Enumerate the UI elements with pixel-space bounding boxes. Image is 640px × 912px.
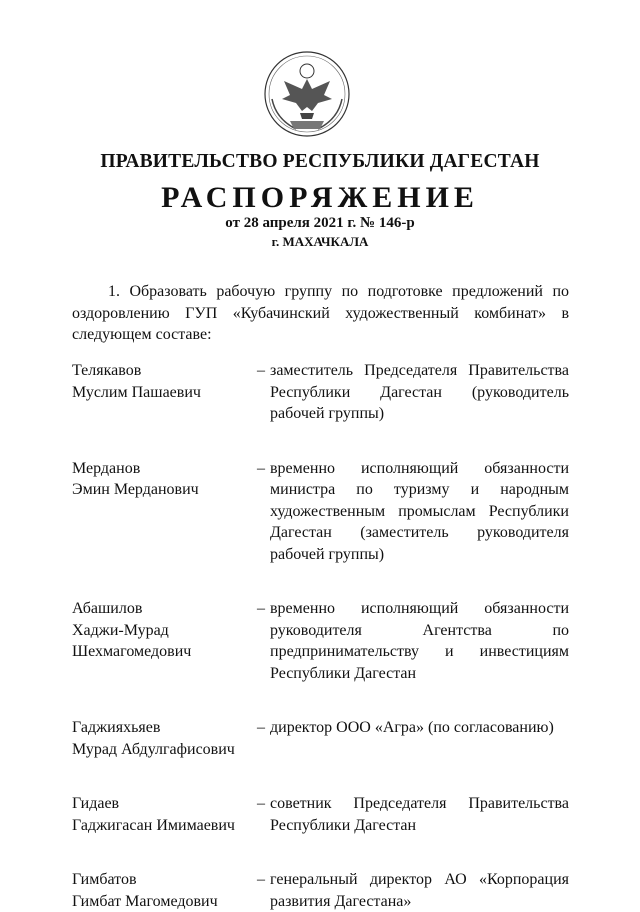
member-row — [72, 869, 569, 912]
member-surname: Телякавов — [72, 360, 257, 382]
member-row — [72, 717, 569, 760]
dash: – — [257, 869, 270, 912]
member-name — [72, 869, 257, 912]
dagestan-coat-of-arms-icon — [262, 49, 352, 139]
member-row — [72, 360, 569, 425]
dash: – — [257, 360, 270, 425]
member-name — [72, 598, 257, 684]
government-title: ПРАВИТЕЛЬСТВО РЕСПУБЛИКИ ДАГЕСТАН — [0, 151, 640, 173]
member-surname: Мерданов — [72, 458, 257, 480]
member-given-name: Мурад Абдулгафисович — [72, 739, 257, 761]
member-surname: Гидаев — [72, 793, 257, 815]
member-role: генеральный директор АО «Корпорация развития Дагестана» — [270, 869, 569, 912]
member-name — [72, 793, 257, 836]
document-city: г. МАХАЧКАЛА — [0, 234, 640, 250]
member-given-name: Хаджи-Мурад Шехмагомедович — [72, 620, 257, 663]
document-date-number: от 28 апреля 2021 г. № 146-р — [0, 215, 640, 232]
member-given-name: Эмин Мерданович — [72, 479, 257, 501]
member-name — [72, 717, 257, 760]
member-role: временно исполняющий обязанности руководителя Агентства по предпринимательству и инвестициям Республики Дагестан — [270, 598, 569, 684]
dash: – — [257, 793, 270, 836]
member-row — [72, 793, 569, 836]
member-given-name: Гаджигасан Имимаевич — [72, 815, 257, 837]
member-surname: Гаджияхьяев — [72, 717, 257, 739]
document-type: РАСПОРЯЖЕНИЕ — [0, 181, 640, 215]
dash: – — [257, 717, 270, 760]
member-role: временно исполняющий обязанности министра по туризму и народным художественным промыслам Республики Дагестан (заместитель руководителя рабочей группы) — [270, 458, 569, 566]
member-role: директор ООО «Агра» (по согласованию) — [270, 717, 569, 760]
member-row — [72, 598, 569, 684]
member-given-name: Гимбат Магомедович — [72, 891, 257, 912]
member-surname: Абашилов — [72, 598, 257, 620]
dash: – — [257, 598, 270, 684]
member-row — [72, 458, 569, 566]
member-name — [72, 360, 257, 425]
working-group-list — [72, 360, 569, 912]
member-role: заместитель Председателя Правительства Республики Дагестан (руководитель рабочей группы) — [270, 360, 569, 425]
member-surname: Гимбатов — [72, 869, 257, 891]
paragraph-1: 1. Образовать рабочую группу по подготовке предложений по оздоровлению ГУП «Кубачинский художественный комбинат» в следующем составе: — [72, 281, 569, 346]
member-given-name: Муслим Пашаевич — [72, 382, 257, 404]
member-name — [72, 458, 257, 566]
member-role: советник Председателя Правительства Республики Дагестан — [270, 793, 569, 836]
dash: – — [257, 458, 270, 566]
